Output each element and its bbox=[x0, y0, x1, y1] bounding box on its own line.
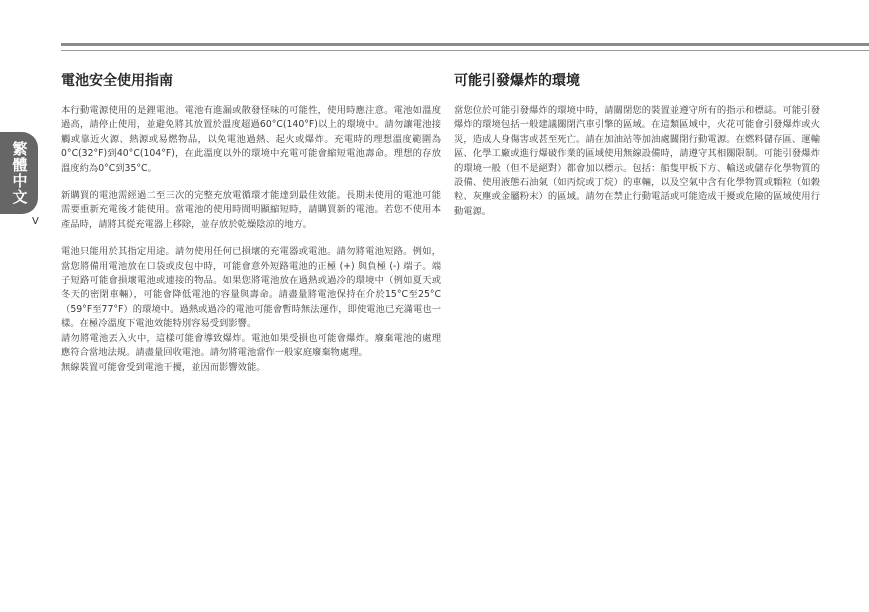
explosive-environment-title: 可能引發爆炸的環境 bbox=[454, 73, 580, 89]
battery-paragraph-5: 無線裝置可能會受到電池干擾，並因而影響效能。 bbox=[61, 361, 266, 373]
explosive-environment-section bbox=[454, 70, 820, 232]
battery-paragraph-3: 電池只能用於其指定用途。請勿使用任何已損壞的充電器或電池。請勿將電池短路。例如，當您將備用電池放在口袋或皮包中時，可能會意外短路電池的正極 (+) 與負極 (-) 端子。端子短路可能會損壞電池或連接的物品。如果您將電池放在過熱或過冷的環境中（例如夏天或冬天的密閉車輛），可能會降低電池的容量與壽命。請盡量將電池保持在介於15°C至25°C（59°F至77°F）的環境中。過熱或過冷的電池可能會暫時無法運作，即使電池已充滿電也一樣。在極冷溫度下電池效能特別容易受到影響。 bbox=[61, 246, 441, 330]
battery-safety-section bbox=[61, 70, 441, 375]
battery-safety-title: 電池安全使用指南 bbox=[61, 73, 173, 89]
battery-paragraph-4: 請勿將電池丟入火中，這樣可能會導致爆炸。電池如果受損也可能會爆炸。廢棄電池的處理應符合當地法規。請盡量回收電池。請勿將電池當作一般家庭廢棄物處理。 bbox=[61, 332, 441, 359]
header-rule-thin bbox=[61, 50, 869, 51]
battery-paragraph-1: 本行動電源使用的是鋰電池。電池有進漏或散發怪味的可能性，使用時應注意。電池如溫度過高，請停止使用，並避免將其放置於溫度超過60°C(140°F)以上的環境中。請勿讓電池接觸或靠近火源、熱源或易燃物品，以免電池過熱、起火或爆炸。充電時的理想溫度範圍為0°C(32°F)到40°C(104°F)，在此溫度以外的環境中充電可能會縮短電池壽命。理想的存放溫度約為0°C到35°C。 bbox=[61, 105, 441, 174]
language-tab-label: 繁體中文 bbox=[10, 141, 29, 205]
explosive-paragraph-1: 當您位於可能引發爆炸的環境中時，請關閉您的裝置並遵守所有的指示和標誌。可能引發爆炸的環境包括一般建議關閉汽車引擎的區域。在這類區域中，火花可能會引發爆炸或火災，造成人身傷害或甚至死亡。請在加油站等加油處關閉行動電源。在燃料儲存區、運輸區、化學工廠或進行爆破作業的區域使用無線設備時，請遵守其相關限制。可能引發爆炸的環境一般（但不是絕對）都會加以標示。包括：船隻甲板下方、輸送或儲存化學物質的設備、使用液態石油氣（如丙烷或丁烷）的車輛，以及空氣中含有化學物質或顆粒（如穀粒、灰塵或金屬粉末）的區域。請勿在禁止行動電話或可能造成干擾或危險的區域使用行動電源。 bbox=[454, 105, 820, 217]
page-section-mark: V bbox=[32, 216, 39, 227]
battery-paragraph-2: 新購買的電池需經過二至三次的完整充放電循環才能達到最佳效能。長期未使用的電池可能需要重新充電後才能使用。當電池的使用時間明顯縮短時，請購買新的電池。若您不使用本產品時，請將其從充電器上移除，並存放於乾燥陰涼的地方。 bbox=[61, 190, 441, 230]
header-rule-thick bbox=[61, 43, 869, 46]
language-tab bbox=[0, 132, 38, 214]
